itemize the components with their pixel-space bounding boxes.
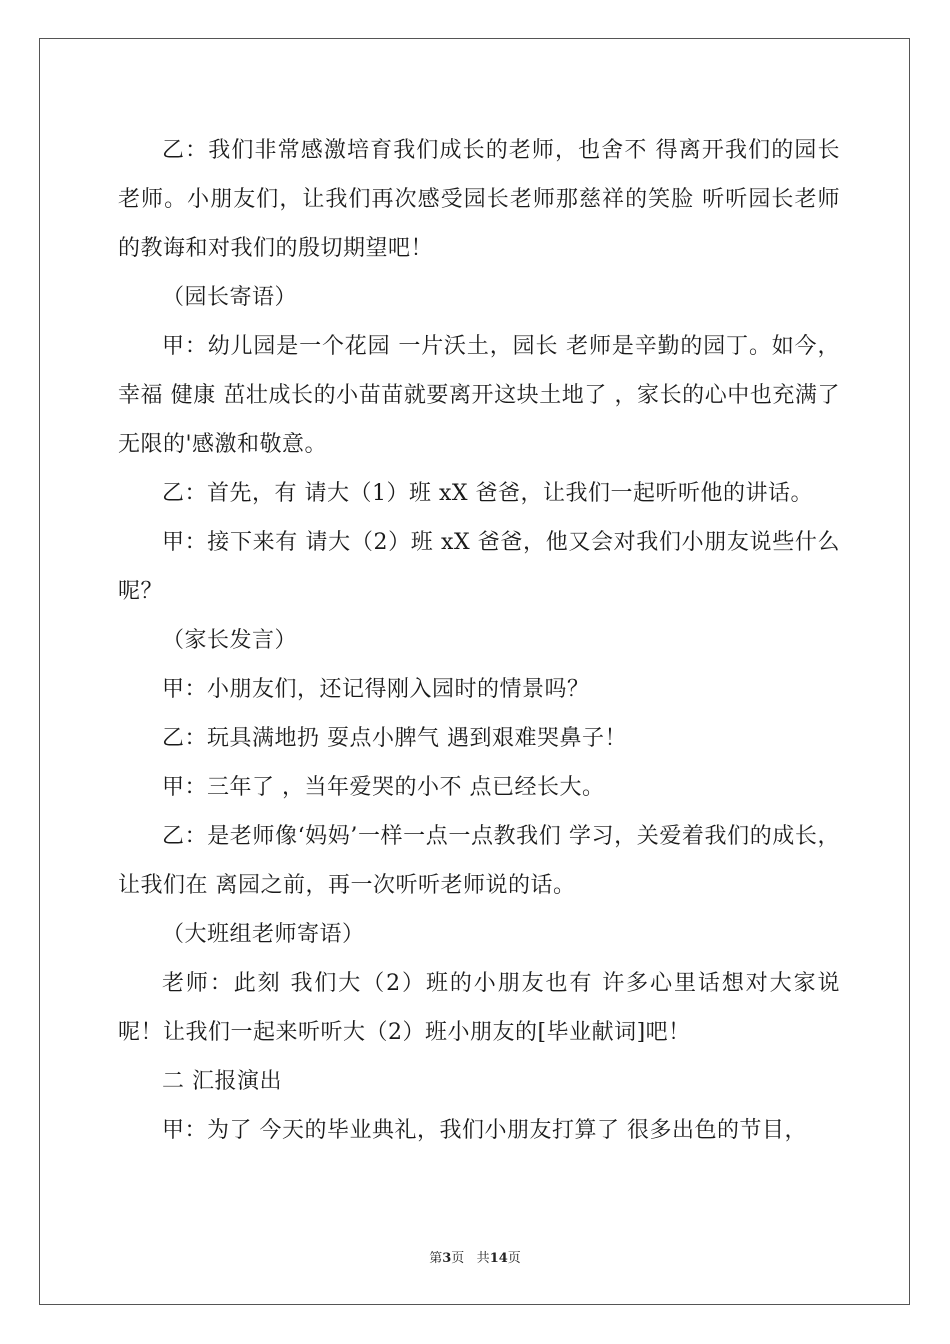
paragraph: 乙：我们非常感激培育我们成长的老师，也舍不 得离开我们的园长老师。小朋友们，让我们再次感受园长老师那慈祥的笑脸 听听园长老师的教诲和对我们的殷切期望吧！ (118, 138, 840, 261)
page-prefix: 第 (429, 1251, 443, 1266)
paragraph: 老师：此刻 我们大（2）班的小朋友也有 许多心里话想对大家说呢！让我们一起来听听大（2）班小朋友的[毕业献词]吧！ (118, 971, 840, 1045)
paragraph: 乙：是老师像‘妈妈’一样一点一点教我们 学习，关爱着我们的成长，让我们在 离园之前，再一次听听老师说的话。 (118, 824, 840, 898)
paragraph: 甲：接下来有 请大（2）班 xX 爸爸，他又会对我们小朋友说些什么呢？ (118, 530, 840, 604)
section-label: （家长发言） (162, 628, 298, 653)
paragraph: 乙：玩具满地扔 耍点小脾气 遇到艰难哭鼻子！ (162, 726, 627, 751)
total-pages: 14 (489, 1251, 508, 1266)
paragraph: 甲：为了 今天的毕业典礼，我们小朋友打算了 很多出色的节目， (162, 1118, 807, 1143)
section-heading: 二 汇报演出 (162, 1069, 282, 1094)
section-label: （园长寄语） (162, 285, 298, 310)
total-prefix: 共 (476, 1251, 490, 1266)
paragraph: 甲：三年了 ，当年爱哭的小不 点已经长大。 (162, 775, 605, 800)
paragraph: 甲：小朋友们，还记得刚入园时的情景吗？ (162, 677, 590, 702)
total-suffix: 页 (507, 1251, 521, 1266)
section-label: （大班组老师寄语） (162, 922, 365, 947)
paragraph: 乙：首先，有 请大（1）班 xX 爸爸，让我们一起听听他的讲话。 (162, 481, 814, 506)
page-suffix: 页 (451, 1251, 465, 1266)
paragraph: 甲：幼儿园是一个花园 一片沃土，园长 老师是辛勤的园丁。如今，幸福 健康 茁壮成长的小苗苗就要离开这块土地了 ，家长的心中也充满了 无限的'感激和敬意。 (118, 334, 840, 457)
document-body (118, 126, 840, 1155)
page-number: 3 (442, 1251, 452, 1266)
page-footer (0, 1247, 950, 1266)
